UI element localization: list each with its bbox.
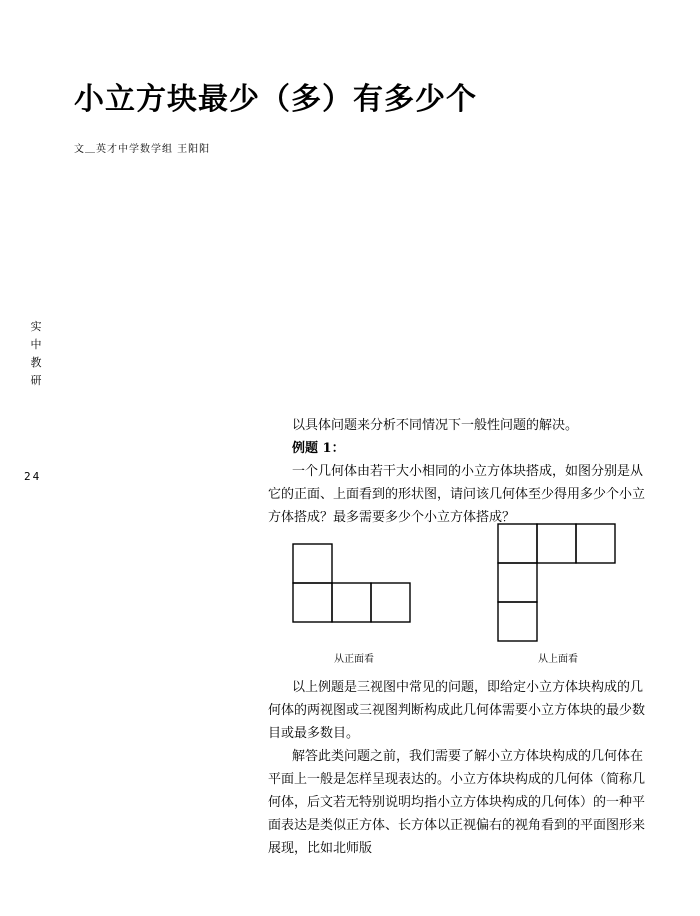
problem-paragraph: 一个几何体由若干大小相同的小立方体块搭成，如图分别是从它的正面、上面看到的形状图，请问该几何体至少得用多少个小立方体搭成？最多需要多少个小立方体搭成？: [268, 464, 646, 525]
top-view-cell: [498, 524, 537, 563]
author-line: 文＿英才中学数学组 王阳阳: [74, 144, 211, 155]
section-char: 实: [30, 320, 42, 333]
front-view-cell: [371, 583, 410, 622]
top-view-cell: [537, 524, 576, 563]
section-char: 教: [30, 356, 42, 369]
section-char: 研: [30, 374, 42, 387]
front-view-cell: [293, 544, 332, 583]
top-view-figure: [497, 523, 619, 645]
section-label: [28, 318, 44, 390]
example-label: 例题 1：: [292, 441, 345, 456]
top-view-cell: [498, 602, 537, 641]
top-view-cell: [576, 524, 615, 563]
intro-paragraph: 以具体问题来分析不同情况下一般性问题的解决。: [292, 418, 579, 433]
body-paragraph: 以上例题是三视图中常见的问题，即给定小立方体块构成的几何体的两视图或三视图判断构成此几何体需要小立方体块的最少数目或最多数目。: [268, 680, 646, 741]
front-view-figure: [292, 543, 414, 625]
article-title: 小立方块最少（多）有多少个: [74, 82, 477, 117]
section-char: 中: [30, 338, 42, 351]
page-number: 24: [24, 470, 42, 483]
top-view-cell: [498, 563, 537, 602]
front-view-cell: [293, 583, 332, 622]
front-view-cell: [332, 583, 371, 622]
top-view-caption: 从上面看: [538, 654, 578, 665]
front-view-caption: 从正面看: [334, 654, 374, 665]
body-paragraph: 解答此类问题之前，我们需要了解小立方体块构成的几何体在平面上一般是怎样呈现表达的。小立方体块构成的几何体（简称几何体，后文若无特别说明均指小立方体块构成的几何体）的一种平面表达是类似正方体、长方体以正视偏右的视角看到的平面图形来展现，比如北师版: [268, 749, 646, 856]
